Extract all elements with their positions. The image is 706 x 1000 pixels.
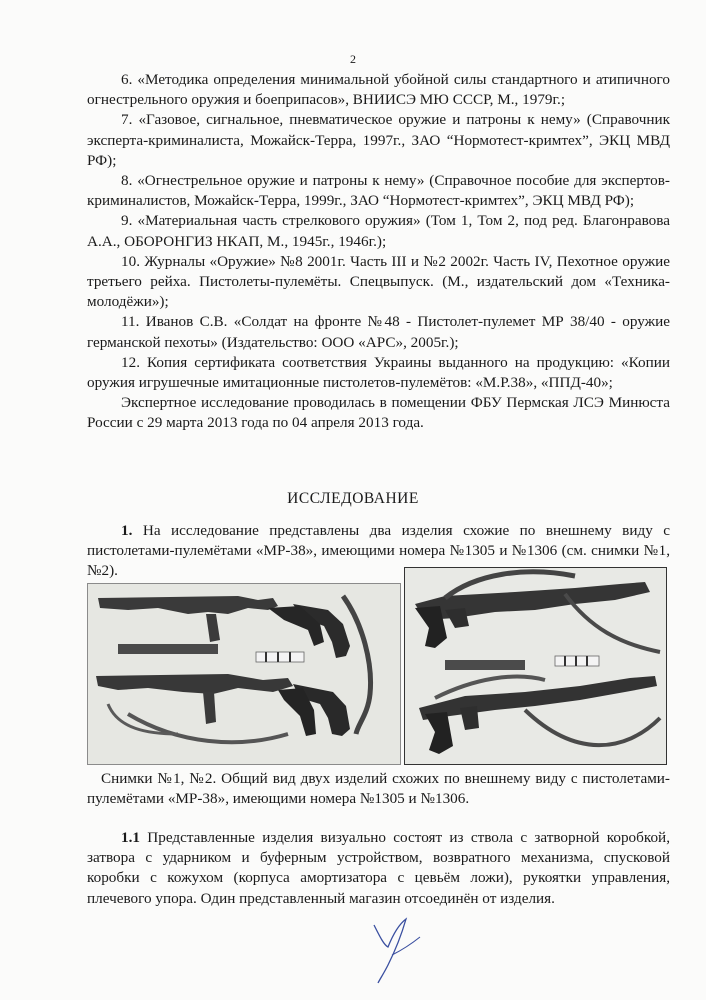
weapons-photo-2-image (405, 568, 666, 764)
reference-item: 7. «Газовое, сигнальное, пневматическое оружие и патроны к нему» (Справочник эксперта-криминалиста, Можайск-Терра, 1997г., ЗАО “Нормотест-кримтех”, ЭКЦ МВД РФ); (87, 111, 670, 169)
reference-item: 9. «Материальная часть стрелкового оружия» (Том 1, Том 2, под ред. Благонравова А.А., ОБОРОНГИЗ НКАП, М., 1945г., 1946г.); (87, 212, 670, 250)
page-number: 2 (350, 52, 356, 66)
section-1-1 (87, 828, 670, 909)
weapons-photo-1-image (88, 584, 400, 764)
reference-item: 10. Журналы «Оружие» №8 2001г. Часть III и №2 2002г. Часть IV, Пехотное оружие третьего рейха. Пистолеты-пулемёты. Спецвыпуск. (М., издательский дом «Техника-молодёжи»); (87, 252, 670, 311)
section-1-number: 1. (121, 522, 133, 539)
reference-item: 11. Иванов С.В. «Солдат на фронте №48 - Пистолет-пулемет МР 38/40 - оружие германской пехоты» (Издательство: ООО «АРС», 2005г.); (87, 313, 670, 351)
section-1-1-number: 1.1 (121, 829, 140, 846)
handwritten-signature (368, 915, 428, 985)
photo-2 (404, 567, 667, 765)
reference-item: 8. «Огнестрельное оружие и патроны к нему» (Справочное пособие для экспертов-криминалистов, Можайск-Терра, 1999г., ЗАО “Нормотест-кримтех”, ЭКЦ МВД РФ); (87, 172, 670, 210)
section-1-1-text: Представленные изделия визуально состоят из ствола с затворной коробкой, затвора с ударником и буферным устройством, возвратного механизма, спусковой коробки с кожухом (корпуса амортизатора с цевьём ложи), рукоятки управления, плечевого упора. Один представленный магазин отсоединён от изделия. (87, 829, 670, 907)
section-heading: ИССЛЕДОВАНИЕ (287, 490, 419, 507)
reference-item: 12. Копия сертификата соответствия Украины выданного на продукцию: «Копии оружия игрушечные имитационные пистолетов-пулемётов: «М.Р.38», «ППД-40»; (87, 353, 670, 392)
photo-caption: Снимки №1, №2. Общий вид двух изделий схожих по внешнему виду с пистолетами-пулемётами «МР-38», имеющими номера №1305 и №1306. (87, 770, 670, 807)
examination-period-text: Экспертное исследование проводилась в помещении ФБУ Пермская ЛСЭ Минюста России с 29 марта 2013 года по 04 апреля 2013 года. (87, 394, 670, 432)
reference-item: 6. «Методика определения минимальной убойной силы стандартного и атипичного огнестрельного оружия и боеприпасов», ВНИИСЭ МЮ СССР, М., 1979г.; (87, 71, 670, 109)
photo-1 (87, 583, 401, 765)
reference-list (87, 70, 670, 434)
section-1-text: На исследование представлены два изделия схожие по внешнему виду с пистолетами-пулемётами «МР-38», имеющими номера №1305 и №1306 (см. снимки №1, №2). (87, 522, 670, 580)
